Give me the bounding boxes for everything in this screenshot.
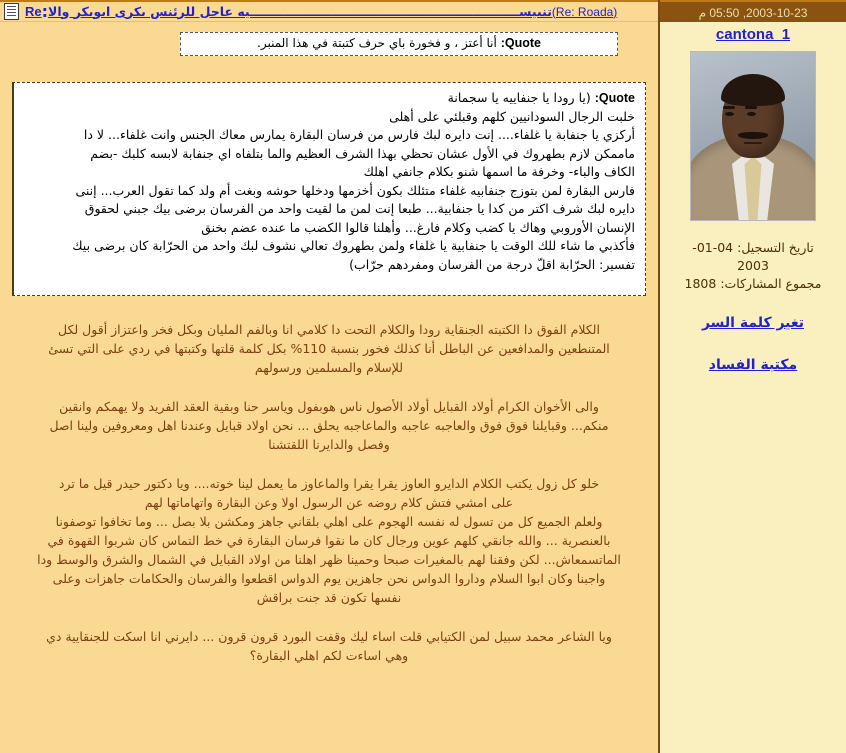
paragraph-line: للإسلام والمسلمين ورسولهم — [254, 360, 404, 375]
paragraph-line: الكلام الفوق دا الكتبته الجنقاية رودا والكلام التحت دا كلامي انا وبالفم المليان وبكل فخر واعتزاز أقول لكل — [58, 322, 600, 337]
author-column — [658, 0, 846, 753]
reply-prefix: Re — [25, 4, 42, 19]
paragraph-line: منكم... وقبايلنا فوق فوق والعاجبه عاجبه والماعاجبه يحلق ... نحن اولاد قبايل وعندنا اهل ومعروفين ولينا اصل — [49, 418, 609, 433]
corruption-library-link[interactable]: مكتبة الفساد — [708, 357, 798, 373]
paragraph-line: بالعنصرية ... والله جانقي كلهم عوين ورجال كان ما نقوا فرسان البقارة في خط التماس كان شربوا القهوة في — [47, 533, 611, 548]
paragraph-line: المتنطعين والمدافعين عن الباطل أنا كذلك فخور بنسبة 110% بكل كلمة قلتها وكتبتها في ردي على التي تسئ — [48, 341, 610, 356]
paragraph — [0, 320, 658, 377]
paragraph-line: والى الأخوان الكرام أولاد القبايل أولاد الأصول ناس هوبفول وياسر حنا وبقية العقد الفريد ولا يهمكم وانقين — [59, 399, 599, 414]
paragraph-line: خلو كل زول يكتب الكلام الدايرو العاوز يقرا يقرا والماعاوز ما يعمل لينا خوته.... ويا دكتور حيدر قيل ما ترد — [58, 476, 600, 491]
quote-big-line: الإنسان الأوروبي وهاك يا كضب وكلام فارغ... وأهلنا قالوا الكضب ما عنده عضم بخنق — [201, 219, 635, 235]
paragraph-line: على امشي فتش كلام روضه عن الرسول اولا وعن البقارة واتهاماتها لهم — [144, 495, 514, 510]
registration-date: تاريخ التسجيل: 04-01- — [692, 240, 814, 255]
quote-big-line: الكاف والباء- وخرفة ما اسمها شنو بكلام جانفي اهلك — [363, 164, 635, 179]
registration-year: 2003 — [737, 258, 769, 273]
quote-big-line: فارس البقارة لمن بتوزج جنفابيه غلفاء متئلك بكون أخزمها ودخلها حوشه وبغت أم ولد كما تقول العرب... إننى — [75, 182, 635, 198]
paragraph-line: ويا الشاعر محمد سبيل لمن الكتيابي قلت اساء ليك وقفت البورد قرون قرون ... دايرني انا اسكت للجنقايية دي — [46, 629, 612, 644]
quote-big-line: ماممكن لازم بطهروك في الأول عشان تحظي بهذا الشرف العظيم والما بتلفاه اي جنفابة لابسه كلبك -بضم — [90, 145, 635, 161]
quote-big-line: تفسير: الحرّابة اقلّ درجة من الفرسان ومفردهم حرّاب) — [349, 256, 635, 272]
paragraph-line: الماتسمعاش... لكن وفقنا لهم بالمغيرات صبحا وحمينا ظهر اهلنا من اولاد القبايل في الشمال والشرق والوسط ودا — [37, 552, 621, 567]
quote-big-line: فأكذبي ما شاء للك الوقت يا جنفابية يا غلفاء ولمن بطهروك تعالي نشوف لبك واحد من الحرّابة كان برضى بيك — [72, 238, 635, 253]
author-name-link[interactable]: cantona_1 — [715, 26, 791, 43]
quote-big-line-0: (يا رودا يا جنفاييه يا سجمانة — [447, 90, 591, 105]
paragraph-line: ولعلم الجميع كل من تسول له نفسه الهجوم على اهلي بلقاني جاهز ومكشن بلا بصل ... وما تخافوا توصفونا — [55, 514, 603, 529]
paragraph — [0, 397, 658, 454]
message-body — [0, 22, 658, 753]
quote-big-line: خلبت الرجال السودانيين كلهم وقبلئي على أهلى — [389, 108, 635, 124]
quote-small-text: أنا أعتز ، و فخورة باي حرف كتبتة في هذا المنبر. — [257, 36, 497, 50]
quote-big-line: أركزي يا جنفابة يا غلفاء.... إنت دايره لبك فارس من فرسان البقارة يمارس معاك الجنس وانت غلفاء... لا دا — [83, 127, 635, 142]
total-posts: مجموع المشاركات: 1808 — [684, 276, 822, 291]
parent-thread-link[interactable]: (Re: Roada) — [551, 4, 618, 19]
quote-big-line: دايره لبك شرف اكتر من كدا يا جنفابية... طبعا إنت لمن ما لقيت واحد من الفرسان برضى بيك جبني لحقوق — [84, 201, 635, 216]
paragraph — [0, 627, 658, 665]
quote-small-label: Quote: — [500, 36, 541, 50]
paragraph-line: وهي اساءت لكم اهلي البقارة؟ — [249, 648, 409, 663]
quote-big-box — [12, 82, 646, 296]
post-date: 2003-10-23, 05:50 م — [660, 0, 846, 22]
paragraph-line: وفصل والدايرنا اللقتشنا — [268, 437, 390, 452]
paragraph — [0, 474, 658, 607]
subject-link[interactable]: تنبيســـــــــــــــــــــــــــــــــــــــــــــــــــــــــــــــيه عاجل للرئنس بكرى ابوبكر والا — [48, 3, 552, 19]
quote-big-first-line — [24, 89, 635, 108]
subject-bar — [0, 0, 658, 22]
document-icon — [4, 3, 19, 20]
change-password-link[interactable]: تغير كلمة السر — [701, 315, 805, 331]
paragraph-line: نفسها تكون قد جنت براقش — [256, 590, 402, 605]
colon-separator: : — [41, 2, 49, 21]
avatar — [690, 51, 816, 221]
quote-small-box — [180, 32, 618, 56]
message-paragraphs — [0, 320, 658, 665]
registration-info — [660, 239, 846, 293]
paragraph-line: واجبنا وكان ابوا السلام وداروا الدواس نحن جاهزين يوم الدواس اقطعوا والفرسان والحكامات جاهزات وعلى — [52, 571, 606, 586]
quote-big-label: Quote: — [594, 91, 635, 105]
